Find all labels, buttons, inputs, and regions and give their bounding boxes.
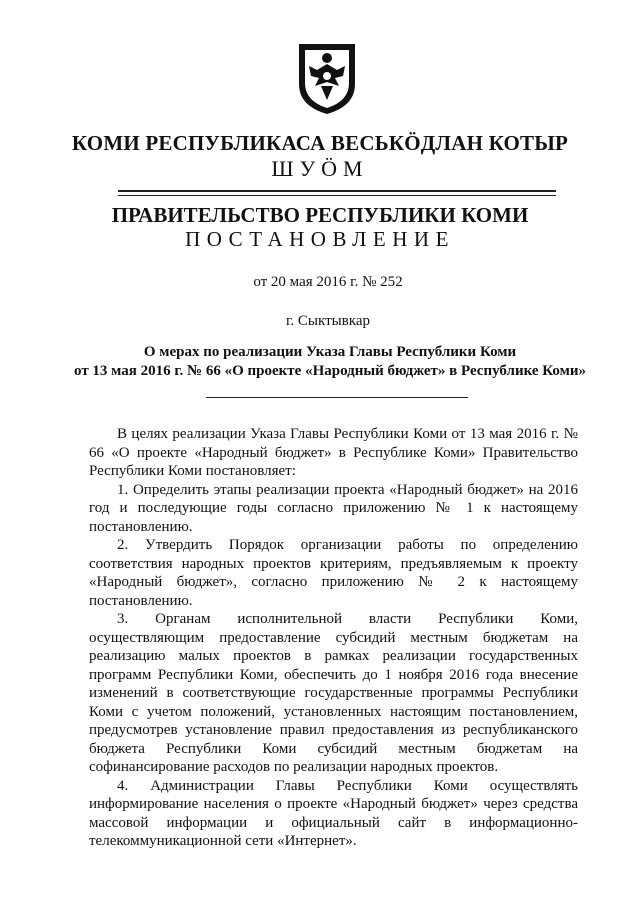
government-title: ПРАВИТЕЛЬСТВО РЕСПУБЛИКИ КОМИ [111,203,529,227]
document-title [0,343,640,381]
header-divider-thin [118,195,556,196]
document-city: г. Сыктывкар [285,313,371,329]
clause-paragraph-1: 1. Определить этапы реализации проекта «Народный бюджет» на 2016 год и последующие годы согласно приложению № 1 к настоящему постановлению. [89,481,578,535]
clause-paragraph-4: 4. Администрации Главы Республики Коми осуществлять информирование населения о проекте «Народный бюджет» через средства массовой информации и официальный сайт в информационно-телекоммуникационной сети «Интернет». [89,777,578,849]
document-date-number: от 20 мая 2016 г. № 252 [253,274,403,290]
komi-document-type: ШУӦМ [271,156,369,181]
preamble-paragraph: В целях реализации Указа Главы Республики Коми от 13 мая 2016 г. № 66 «О проекте «Народный бюджет» в Республике Коми» Правительство Республики Коми постановляет: [89,426,578,479]
title-underline [206,397,468,398]
document-type: ПОСТАНОВЛЕНИЕ [185,227,455,251]
document-title-line-1: О мерах по реализации Указа Главы Республики Коми [143,344,517,360]
document-title-line-2: от 13 мая 2016 г. № 66 «О проекте «Народный бюджет» в Республике Коми» [74,363,586,379]
header-divider-thick [118,190,556,192]
clause-paragraph-3: 3. Органам исполнительной власти Республики Коми, осуществляющим предоставление субсидий местным бюджетам на реализацию малых проектов в рамках реализации государственных программ Республики Коми, обеспечить до 1 ноября 2016 года внесение изменений в соответствующие государственные программы Республики Коми с учетом положений, установленных настоящим постановлением, предусмотрев установление правил предоставления из республиканского бюджета Республики Коми субсидий местным бюджетам на софинансирование расходов по реализации народных проектов. [89,611,578,775]
coat-of-arms-emblem [295,40,359,116]
komi-government-title: КОМИ РЕСПУБЛИКАСА ВЕСЬКӦДЛАН КОТЫР [71,131,569,155]
clause-paragraph-2: 2. Утвердить Порядок организации работы по определению соответствия народных проектов критериям, предъявляемым к проекту «Народный бюджет», согласно приложению № 2 к настоящему постановлению. [89,537,578,609]
document-body [89,425,578,851]
